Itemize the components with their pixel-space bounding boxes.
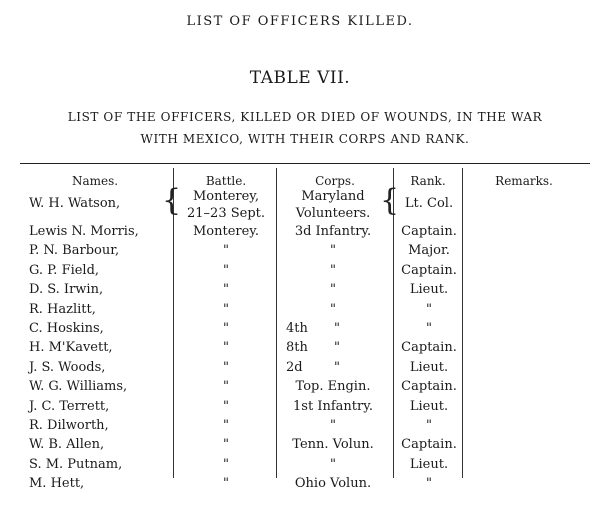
battle-cell: " — [223, 379, 229, 394]
corps-cell: " — [334, 360, 340, 375]
column-divider — [276, 168, 277, 478]
battle-cell: Monterey. — [192, 224, 260, 239]
battle-cell: " — [223, 418, 229, 433]
officer-name: W. H. Watson, — [29, 196, 121, 211]
officer-name: P. N. Barbour, — [29, 243, 120, 258]
corps-cell: Ohio Volun. — [294, 476, 372, 491]
corps-cell: " — [330, 457, 336, 472]
corps-cell: " — [334, 340, 340, 355]
corps-cell: " — [330, 418, 336, 433]
rank-cell: Captain. — [401, 379, 457, 394]
officer-name: J. C. Terrett, — [29, 399, 110, 414]
corps-cell: 1st Infantry. — [293, 399, 373, 414]
rank-cell: Captain. — [401, 263, 457, 278]
header-rank: Rank. — [410, 174, 446, 188]
header-names: Names. — [71, 174, 119, 188]
table-caption-line-1: LIST OF THE OFFICERS, KILLED OR DIED OF WOUNDS, IN THE WAR — [67, 110, 543, 124]
corps-ordinal-cell: 4th — [286, 321, 308, 336]
officer-name: Lewis N. Morris, — [29, 224, 139, 239]
officer-name: H. M'Kavett, — [29, 340, 113, 355]
battle-cell: " — [223, 340, 229, 355]
rank-cell: Lieut. — [409, 282, 449, 297]
brace-mark: { — [162, 183, 182, 218]
battle-cell: " — [223, 399, 229, 414]
corps-cell: " — [334, 321, 340, 336]
officer-name: R. Dilworth, — [29, 418, 109, 433]
corps-ordinal-cell: 8th — [286, 340, 308, 355]
battle-cell: Monterey, — [192, 189, 260, 204]
corps-cell: " — [330, 243, 336, 258]
officer-name: S. M. Putnam, — [29, 457, 123, 472]
battle-cell: " — [223, 437, 229, 452]
table-top-rule — [20, 163, 590, 164]
battle-cell: " — [223, 243, 229, 258]
battle-cell: " — [223, 263, 229, 278]
officer-name: R. Hazlitt, — [29, 302, 96, 317]
rank-cell: Lt. Col. — [404, 196, 454, 211]
rank-cell: Captain. — [401, 340, 457, 355]
rank-cell: Captain. — [401, 224, 457, 239]
header-corps: Corps. — [315, 174, 355, 188]
officer-name: G. P. Field, — [29, 263, 100, 278]
battle-cell: " — [223, 457, 229, 472]
battle-cell: " — [223, 476, 229, 491]
corps-cell: 3d Infantry. — [294, 224, 372, 239]
rank-cell: Lieut. — [409, 360, 449, 375]
rank-cell: " — [426, 418, 432, 433]
column-divider — [462, 168, 463, 478]
officer-name: C. Hoskins, — [29, 321, 104, 336]
rank-cell: Lieut. — [409, 399, 449, 414]
battle-cell: " — [223, 360, 229, 375]
officer-name: D. S. Irwin, — [29, 282, 104, 297]
rank-cell: " — [426, 302, 432, 317]
corps-cell: Maryland — [301, 189, 365, 204]
rank-cell: Lieut. — [409, 457, 449, 472]
corps-cell: Volunteers. — [295, 206, 371, 221]
battle-cell: " — [223, 302, 229, 317]
corps-cell: Top. Engin. — [295, 379, 371, 394]
officer-name: J. S. Woods, — [29, 360, 106, 375]
header-remarks: Remarks. — [495, 174, 553, 188]
running-head: LIST OF OFFICERS KILLED. — [186, 14, 414, 29]
battle-cell: " — [223, 321, 229, 336]
table-title: TABLE VII. — [249, 68, 351, 88]
battle-cell: " — [223, 282, 229, 297]
rank-cell: " — [426, 476, 432, 491]
officer-name: W. G. Williams, — [29, 379, 128, 394]
corps-cell: Tenn. Volun. — [292, 437, 374, 452]
rank-cell: Major. — [408, 243, 450, 258]
brace-mark: { — [380, 183, 400, 218]
rank-cell: Captain. — [401, 437, 457, 452]
rank-cell: " — [426, 321, 432, 336]
officer-name: M. Hett, — [29, 476, 85, 491]
header-battle: Battle. — [205, 174, 247, 188]
battle-cell: 21–23 Sept. — [187, 206, 265, 221]
corps-ordinal-cell: 2d — [286, 360, 303, 375]
corps-cell: " — [330, 263, 336, 278]
corps-cell: " — [330, 302, 336, 317]
officer-name: W. B. Allen, — [29, 437, 105, 452]
corps-cell: " — [330, 282, 336, 297]
table-caption-line-2: WITH MEXICO, WITH THEIR CORPS AND RANK. — [140, 132, 470, 146]
